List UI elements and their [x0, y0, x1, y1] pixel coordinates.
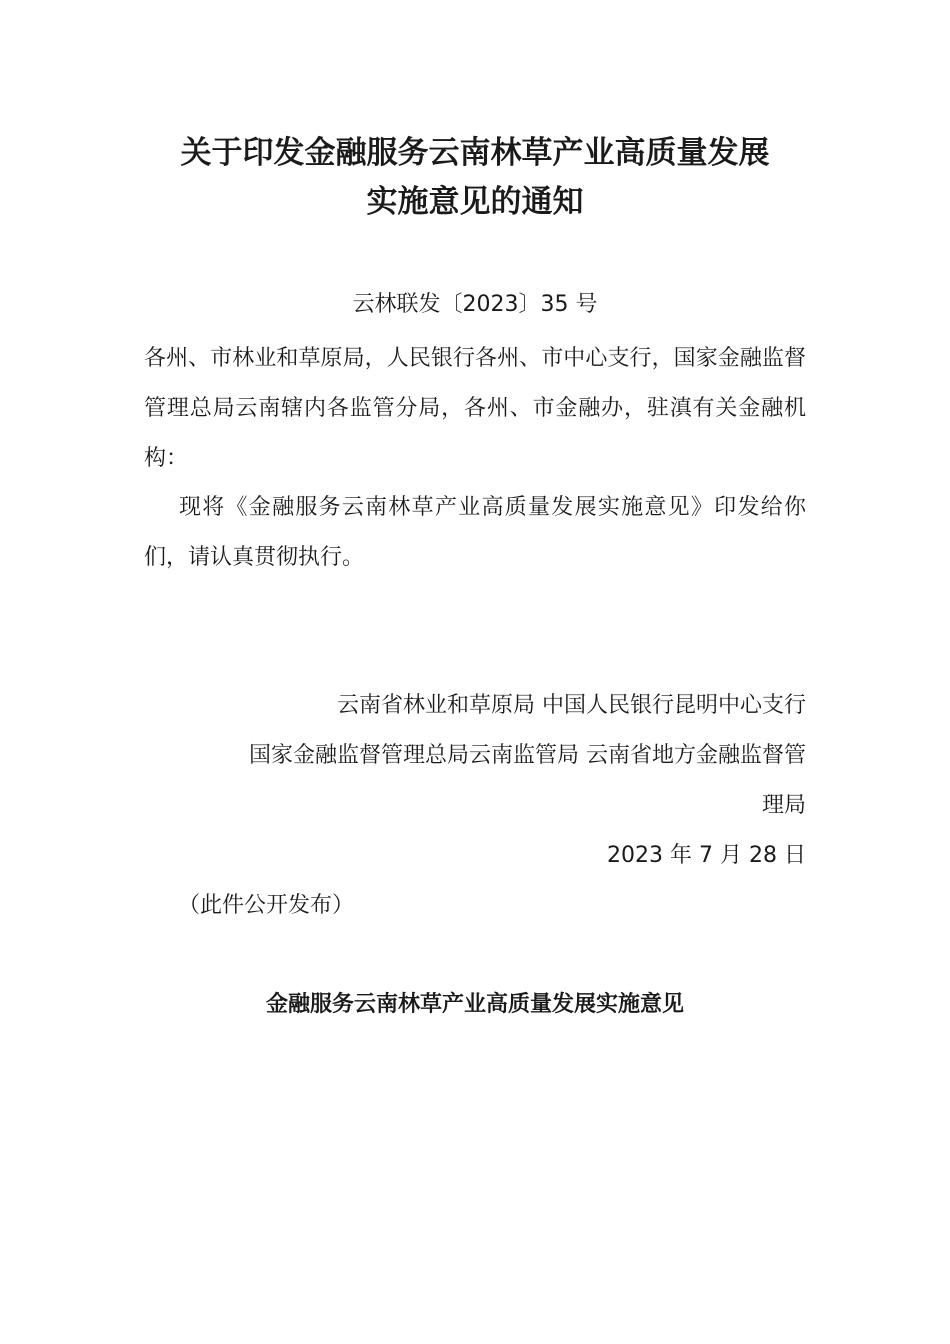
signatory-line-2: 国家金融监督管理总局云南监管局 云南省地方金融监督管 [249, 743, 806, 768]
title-line-1: 关于印发金融服务云南林草产业高质量发展 [180, 135, 770, 171]
issue-date: 2023 年 7 月 28 日 [607, 843, 806, 868]
signatory-line-3: 理局 [761, 793, 806, 818]
public-release-note: （此件公开发布） [178, 893, 355, 918]
document-number: 云林联发〔2023〕35 号 [352, 292, 598, 317]
title-line-2: 实施意见的通知 [366, 184, 584, 220]
signatory-line-1: 云南省林业和草原局 中国人民银行昆明中心支行 [337, 693, 806, 718]
addressee: 各州、市林业和草原局，人民银行各州、市中心支行，国家金融监督管理总局云南辖内各监管分局，各州、市金融办，驻滇有关金融机构： [144, 346, 806, 471]
main-paragraph: 现将《金融服务云南林草产业高质量发展实施意见》印发给你们，请认真贯彻执行。 [144, 495, 806, 570]
attachment-title: 金融服务云南林草产业高质量发展实施意见 [265, 992, 684, 1017]
